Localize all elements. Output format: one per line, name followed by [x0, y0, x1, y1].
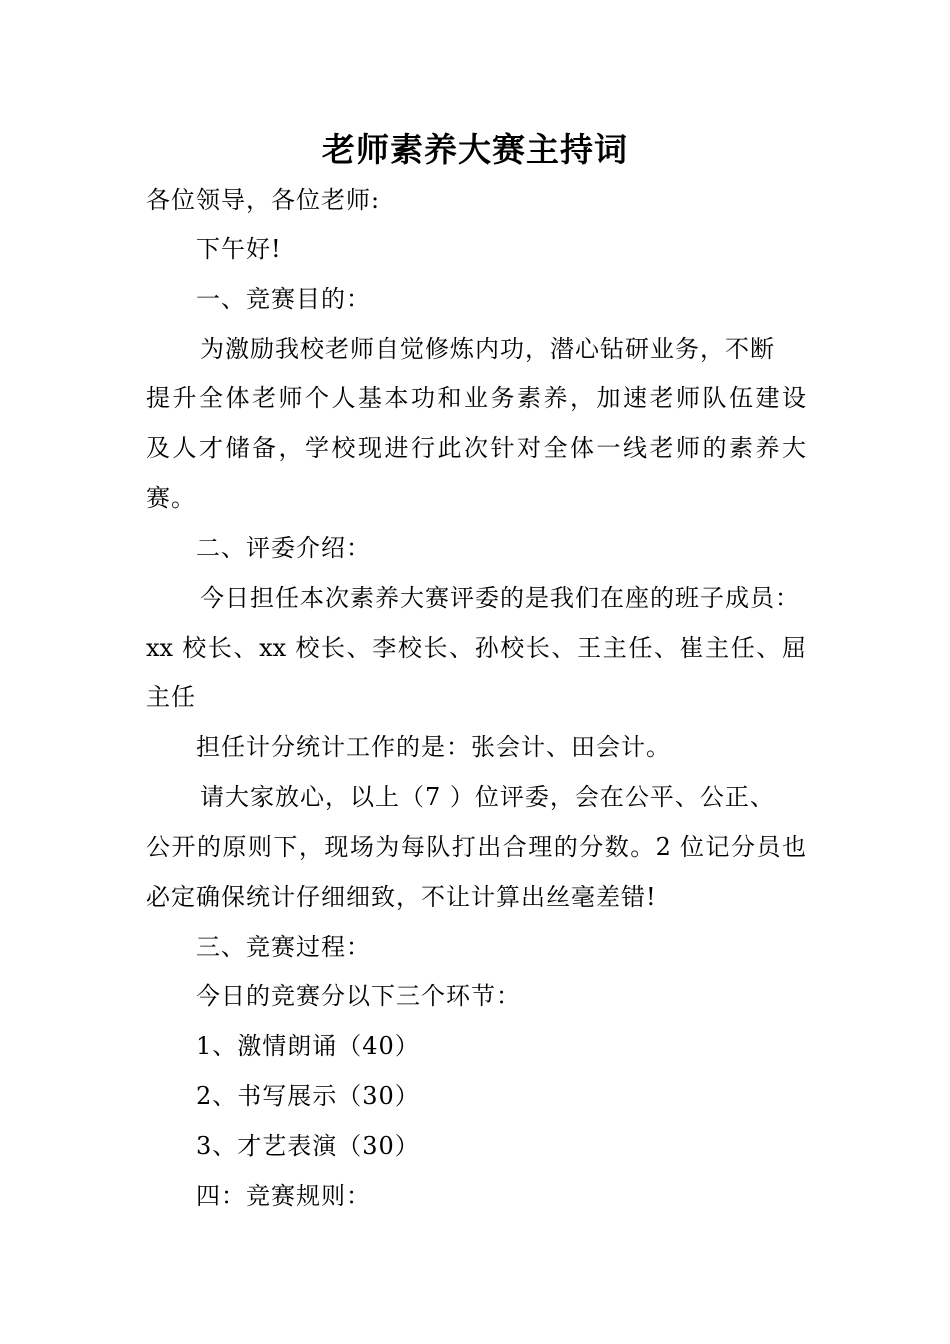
salutation: 各位领导，各位老师:	[146, 186, 381, 214]
section-heading-judges: 二、评委介绍：	[196, 534, 371, 562]
paragraph-line: 为激励我校老师自觉修炼内功，潜心钻研业务，不断	[200, 335, 775, 363]
list-item: 3、才艺表演（30）	[196, 1132, 420, 1160]
document-title: 老师素养大赛主持词	[322, 130, 628, 169]
paragraph-line: 今日的竞赛分以下三个环节：	[196, 982, 521, 1010]
paragraph-line: 请大家放心，以上（7 ）位评委，会在公平、公正、	[200, 783, 775, 811]
section-heading-rules: 四：竞赛规则：	[196, 1182, 371, 1210]
greeting: 下午好!	[196, 235, 282, 263]
paragraph-line: 担任计分统计工作的是：张会计、田会计。	[196, 733, 671, 761]
paragraph-line: 公开的原则下，现场为每队打出合理的分数。2 位记分员也	[146, 833, 806, 861]
paragraph-line: 提升全体老师个人基本功和业务素养，加速老师队伍建设	[146, 384, 806, 412]
list-item: 2、书写展示（30）	[196, 1082, 420, 1110]
section-heading-purpose: 一、竞赛目的：	[196, 285, 371, 313]
paragraph-line: 今日担任本次素养大赛评委的是我们在座的班子成员：	[200, 584, 800, 612]
paragraph-line: 及人才储备，学校现进行此次针对全体一线老师的素养大	[146, 434, 806, 462]
paragraph-line: 必定确保统计仔细细致，不让计算出丝毫差错!	[146, 883, 657, 911]
paragraph-line: xx 校长、xx 校长、李校长、孙校长、王主任、崔主任、屈	[146, 634, 806, 662]
list-item: 1、激情朗诵（40）	[196, 1032, 420, 1060]
section-heading-process: 三、竞赛过程：	[196, 933, 371, 961]
paragraph-line: 主任	[146, 683, 196, 711]
paragraph-line: 赛。	[146, 484, 196, 512]
